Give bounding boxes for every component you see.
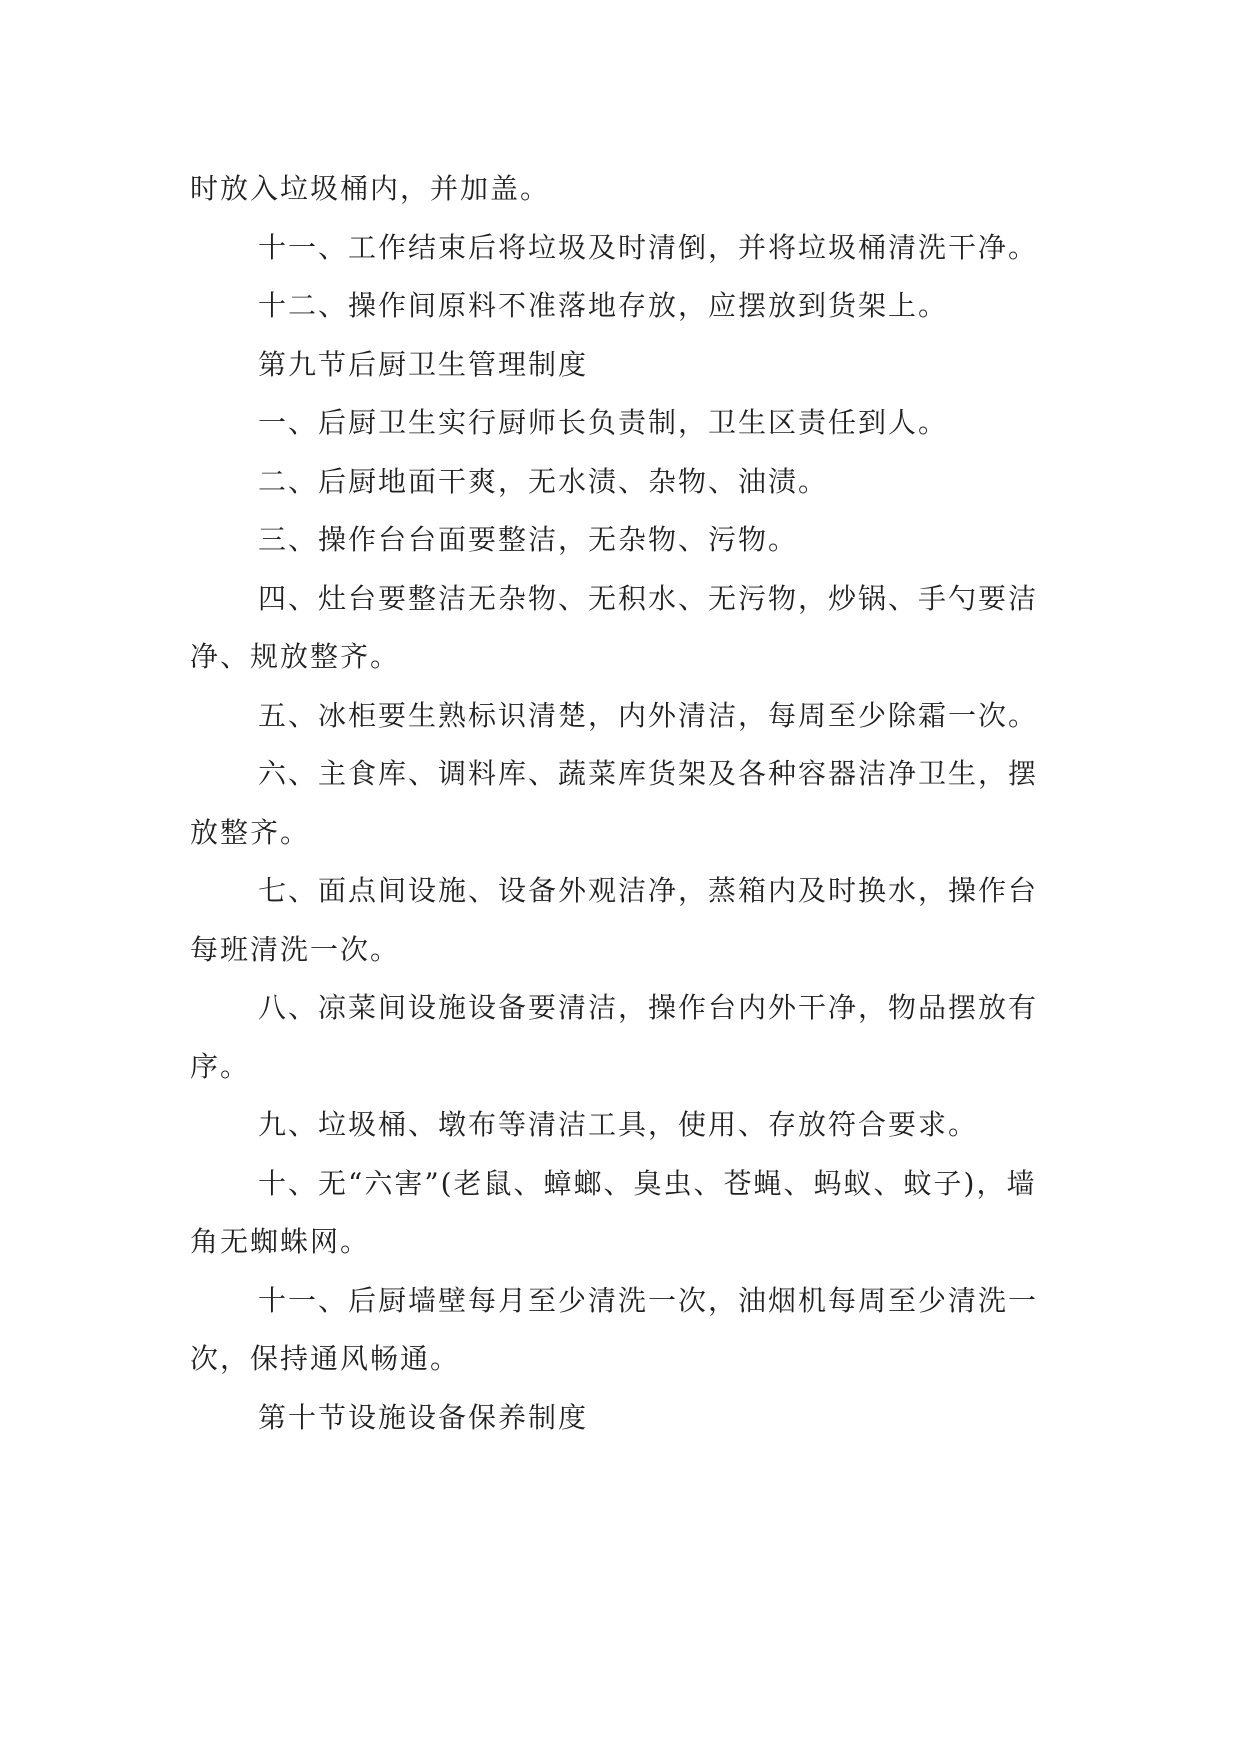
paragraph-item-8: 八、凉菜间设施设备要清洁，操作台内外干净，物品摆放有序。 xyxy=(190,991,1039,1083)
paragraph-item-7: 七、面点间设施、设备外观洁净，蒸箱内及时换水，操作台每班清洗一次。 xyxy=(190,874,1039,966)
section-heading-10: 第十节设施设备保养制度 xyxy=(258,1400,589,1434)
paragraph-item-6: 六、主食库、调料库、蔬菜库货架及各种容器洁净卫生，摆放整齐。 xyxy=(190,757,1039,849)
paragraph-item-9: 九、垃圾桶、墩布等清洁工具，使用、存放符合要求。 xyxy=(258,1108,979,1141)
paragraph-item-11: 十一、后厨墙壁每月至少清洗一次，油烟机每周至少清洗一次，保持通风畅通。 xyxy=(190,1283,1039,1375)
paragraph-item-10: 十、无“六害”(老鼠、蟑螂、臭虫、苍蝇、蚂蚁、蚊子)，墙角无蜘蛛网。 xyxy=(190,1166,1037,1258)
paragraph-item-3: 三、操作台台面要整洁，无杂物、污物。 xyxy=(258,523,799,556)
paragraph-item-4: 四、灶台要整洁无杂物、无积水、无污物，炒锅、手勺要洁净、规放整齐。 xyxy=(190,581,1039,673)
document-body xyxy=(190,160,1060,1447)
paragraph-item-5: 五、冰柜要生熟标识清楚，内外清洁，每周至少除霜一次。 xyxy=(258,698,1039,732)
paragraph-item-2: 二、后厨地面干爽，无水渍、杂物、油渍。 xyxy=(258,464,829,498)
section-heading-9: 第九节后厨卫生管理制度 xyxy=(258,347,589,381)
paragraph-item-1: 一、后厨卫生实行厨师长负责制，卫生区责任到人。 xyxy=(258,406,949,439)
paragraph-rule-11: 十一、工作结束后将垃圾及时清倒，并将垃圾桶清洗干净。 xyxy=(258,230,1039,264)
paragraph-continuation: 时放入垃圾桶内，并加盖。 xyxy=(190,172,551,205)
paragraph-rule-12: 十二、操作间原料不准落地存放，应摆放到货架上。 xyxy=(258,289,949,322)
